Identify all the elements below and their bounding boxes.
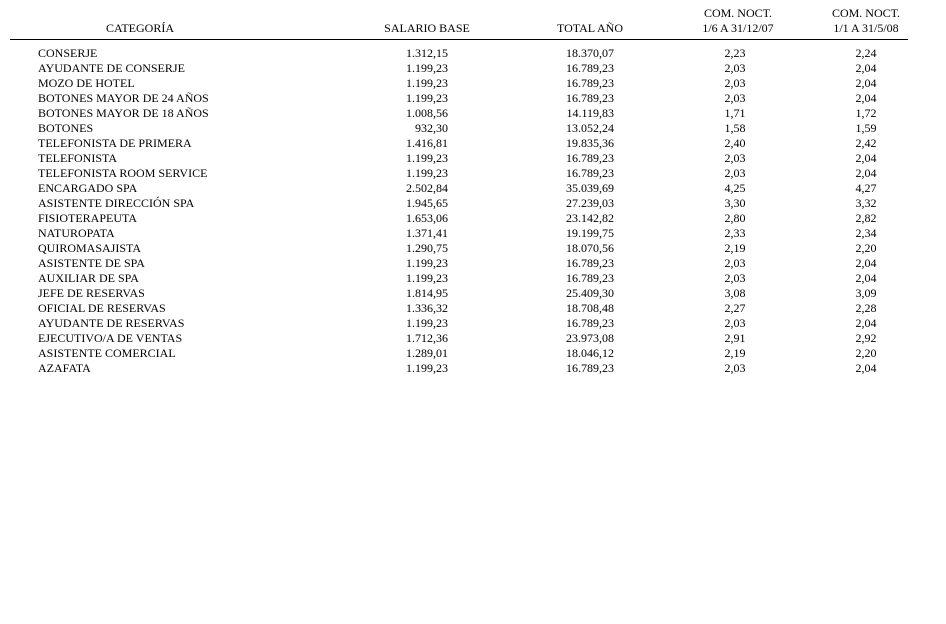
category-cell: OFICIAL DE RESERVAS — [38, 301, 166, 315]
table-row — [0, 316, 946, 331]
column-header-category: CATEGORÍA — [106, 21, 174, 35]
salary-base-cell: 1.289,01 — [406, 346, 448, 360]
category-cell: QUIROMASAJISTA — [38, 241, 142, 255]
night-bonus-2008-cell: 2,34 — [855, 226, 877, 240]
category-cell: BOTONES MAYOR DE 24 AÑOS — [38, 91, 209, 105]
night-bonus-2007-cell: 3,08 — [724, 286, 746, 300]
night-bonus-2008-cell: 2,04 — [855, 361, 877, 375]
category-cell: TELEFONISTA — [38, 151, 118, 165]
night-bonus-2007-cell: 2,27 — [724, 301, 746, 315]
salary-base-cell: 1.199,23 — [406, 361, 448, 375]
salary-base-cell: 1.199,23 — [406, 151, 448, 165]
table-row — [0, 226, 946, 241]
night-bonus-2008-cell: 1,72 — [855, 106, 877, 120]
total-year-cell: 16.789,23 — [566, 76, 614, 90]
night-bonus-2007-cell: 2,03 — [724, 361, 746, 375]
table-row — [0, 346, 946, 361]
table-row — [0, 181, 946, 196]
night-bonus-2007-cell: 3,30 — [724, 196, 746, 210]
night-bonus-2008-cell: 2,04 — [855, 316, 877, 330]
salary-base-cell: 1.945,65 — [406, 196, 448, 210]
night-bonus-2007-cell: 2,23 — [724, 46, 746, 60]
column-header-night-bonus-2007-line1: COM. NOCT. — [703, 6, 773, 20]
table-row — [0, 271, 946, 286]
night-bonus-2007-cell: 2,03 — [724, 271, 746, 285]
salary-base-cell: 1.312,15 — [406, 46, 448, 60]
salary-base-cell: 1.199,23 — [406, 166, 448, 180]
salary-base-cell: 1.199,23 — [406, 61, 448, 75]
night-bonus-2008-cell: 4,27 — [855, 181, 877, 195]
night-bonus-2008-cell: 3,09 — [855, 286, 877, 300]
table-row — [0, 121, 946, 136]
salary-base-cell: 932,30 — [415, 121, 448, 135]
category-cell: AYUDANTE DE CONSERJE — [38, 61, 185, 75]
table-body — [0, 46, 946, 376]
night-bonus-2008-cell: 2,82 — [855, 211, 877, 225]
total-year-cell: 16.789,23 — [566, 316, 614, 330]
table-row — [0, 151, 946, 166]
night-bonus-2008-cell: 3,32 — [855, 196, 877, 210]
night-bonus-2008-cell: 2,20 — [855, 346, 877, 360]
night-bonus-2008-cell: 2,28 — [855, 301, 877, 315]
total-year-cell: 16.789,23 — [566, 271, 614, 285]
night-bonus-2007-cell: 4,25 — [724, 181, 746, 195]
night-bonus-2007-cell: 2,91 — [724, 331, 746, 345]
salary-base-cell: 2.502,84 — [406, 181, 448, 195]
table-row — [0, 256, 946, 271]
table-row — [0, 301, 946, 316]
total-year-cell: 16.789,23 — [566, 166, 614, 180]
column-header-total-year: TOTAL AÑO — [556, 21, 624, 35]
table-row — [0, 286, 946, 301]
night-bonus-2007-cell: 2,19 — [724, 241, 746, 255]
category-cell: AZAFATA — [38, 361, 91, 375]
salary-base-cell: 1.653,06 — [406, 211, 448, 225]
night-bonus-2007-cell: 2,03 — [724, 61, 746, 75]
salary-base-cell: 1.199,23 — [406, 76, 448, 90]
night-bonus-2007-cell: 2,80 — [724, 211, 746, 225]
total-year-cell: 18.046,12 — [566, 346, 614, 360]
column-header-night-bonus-2008-line1: COM. NOCT. — [831, 6, 901, 20]
total-year-cell: 13.052,24 — [566, 121, 614, 135]
column-header-night-bonus-2008 — [796, 6, 936, 36]
category-cell: ASISTENTE DIRECCIÓN SPA — [38, 196, 195, 210]
total-year-cell: 18.708,48 — [566, 301, 614, 315]
total-year-cell: 25.409,30 — [566, 286, 614, 300]
night-bonus-2008-cell: 2,04 — [855, 256, 877, 270]
table-row — [0, 136, 946, 151]
column-header-salary-base: SALARIO BASE — [384, 21, 470, 35]
category-cell: ENCARGADO SPA — [38, 181, 138, 195]
category-cell: BOTONES MAYOR DE 18 AÑOS — [38, 106, 209, 120]
category-cell: MOZO DE HOTEL — [38, 76, 135, 90]
night-bonus-2008-cell: 2,20 — [855, 241, 877, 255]
total-year-cell: 16.789,23 — [566, 256, 614, 270]
category-cell: AUXILIAR DE SPA — [38, 271, 139, 285]
table-row — [0, 106, 946, 121]
total-year-cell: 23.973,08 — [566, 331, 614, 345]
table-row — [0, 46, 946, 61]
night-bonus-2007-cell: 2,33 — [724, 226, 746, 240]
salary-base-cell: 1.008,56 — [406, 106, 448, 120]
salary-base-cell: 1.199,23 — [406, 316, 448, 330]
night-bonus-2007-cell: 1,58 — [724, 121, 746, 135]
night-bonus-2008-cell: 2,42 — [855, 136, 877, 150]
header-divider — [10, 39, 908, 40]
total-year-cell: 16.789,23 — [566, 361, 614, 375]
night-bonus-2008-cell: 2,04 — [855, 166, 877, 180]
category-cell: JEFE DE RESERVAS — [38, 286, 145, 300]
column-header-night-bonus-2008-line2: 1/1 A 31/5/08 — [833, 21, 899, 35]
night-bonus-2007-cell: 2,03 — [724, 151, 746, 165]
total-year-cell: 16.789,23 — [566, 61, 614, 75]
night-bonus-2008-cell: 1,59 — [855, 121, 877, 135]
category-cell: ASISTENTE COMERCIAL — [38, 346, 176, 360]
category-cell: NATUROPATA — [38, 226, 115, 240]
category-cell: TELEFONISTA DE PRIMERA — [38, 136, 192, 150]
night-bonus-2007-cell: 2,03 — [724, 166, 746, 180]
table-row — [0, 91, 946, 106]
night-bonus-2007-cell: 2,03 — [724, 316, 746, 330]
salary-base-cell: 1.814,95 — [406, 286, 448, 300]
table-row — [0, 196, 946, 211]
total-year-cell: 27.239,03 — [566, 196, 614, 210]
night-bonus-2007-cell: 2,19 — [724, 346, 746, 360]
total-year-cell: 16.789,23 — [566, 151, 614, 165]
table-row — [0, 61, 946, 76]
total-year-cell: 35.039,69 — [566, 181, 614, 195]
night-bonus-2007-cell: 2,03 — [724, 91, 746, 105]
night-bonus-2008-cell: 2,04 — [855, 91, 877, 105]
table-row — [0, 241, 946, 256]
total-year-cell: 19.199,75 — [566, 226, 614, 240]
table-row — [0, 361, 946, 376]
night-bonus-2008-cell: 2,04 — [855, 151, 877, 165]
total-year-cell: 14.119,83 — [566, 106, 614, 120]
category-cell: BOTONES — [38, 121, 94, 135]
category-cell: EJECUTIVO/A DE VENTAS — [38, 331, 183, 345]
salary-base-cell: 1.199,23 — [406, 91, 448, 105]
night-bonus-2008-cell: 2,24 — [855, 46, 877, 60]
category-cell: ASISTENTE DE SPA — [38, 256, 145, 270]
salary-base-cell: 1.199,23 — [406, 271, 448, 285]
column-header-night-bonus-2007 — [668, 6, 808, 36]
night-bonus-2007-cell: 2,03 — [724, 76, 746, 90]
table-row — [0, 331, 946, 346]
night-bonus-2007-cell: 2,03 — [724, 256, 746, 270]
category-cell: TELEFONISTA ROOM SERVICE — [38, 166, 208, 180]
table-row — [0, 76, 946, 91]
salary-base-cell: 1.336,32 — [406, 301, 448, 315]
total-year-cell: 23.142,82 — [566, 211, 614, 225]
table-row — [0, 211, 946, 226]
salary-base-cell: 1.290,75 — [406, 241, 448, 255]
night-bonus-2007-cell: 2,40 — [724, 136, 746, 150]
category-cell: AYUDANTE DE RESERVAS — [38, 316, 185, 330]
salary-base-cell: 1.199,23 — [406, 256, 448, 270]
salary-base-cell: 1.712,36 — [406, 331, 448, 345]
night-bonus-2008-cell: 2,04 — [855, 61, 877, 75]
total-year-cell: 16.789,23 — [566, 91, 614, 105]
table-header — [0, 6, 946, 40]
night-bonus-2008-cell: 2,04 — [855, 76, 877, 90]
night-bonus-2007-cell: 1,71 — [724, 106, 746, 120]
night-bonus-2008-cell: 2,04 — [855, 271, 877, 285]
total-year-cell: 19.835,36 — [566, 136, 614, 150]
salary-base-cell: 1.371,41 — [406, 226, 448, 240]
total-year-cell: 18.370,07 — [566, 46, 614, 60]
category-cell: CONSERJE — [38, 46, 98, 60]
table-row — [0, 166, 946, 181]
salary-base-cell: 1.416,81 — [406, 136, 448, 150]
column-header-night-bonus-2007-line2: 1/6 A 31/12/07 — [702, 21, 774, 35]
total-year-cell: 18.070,56 — [566, 241, 614, 255]
night-bonus-2008-cell: 2,92 — [855, 331, 877, 345]
category-cell: FISIOTERAPEUTA — [38, 211, 138, 225]
